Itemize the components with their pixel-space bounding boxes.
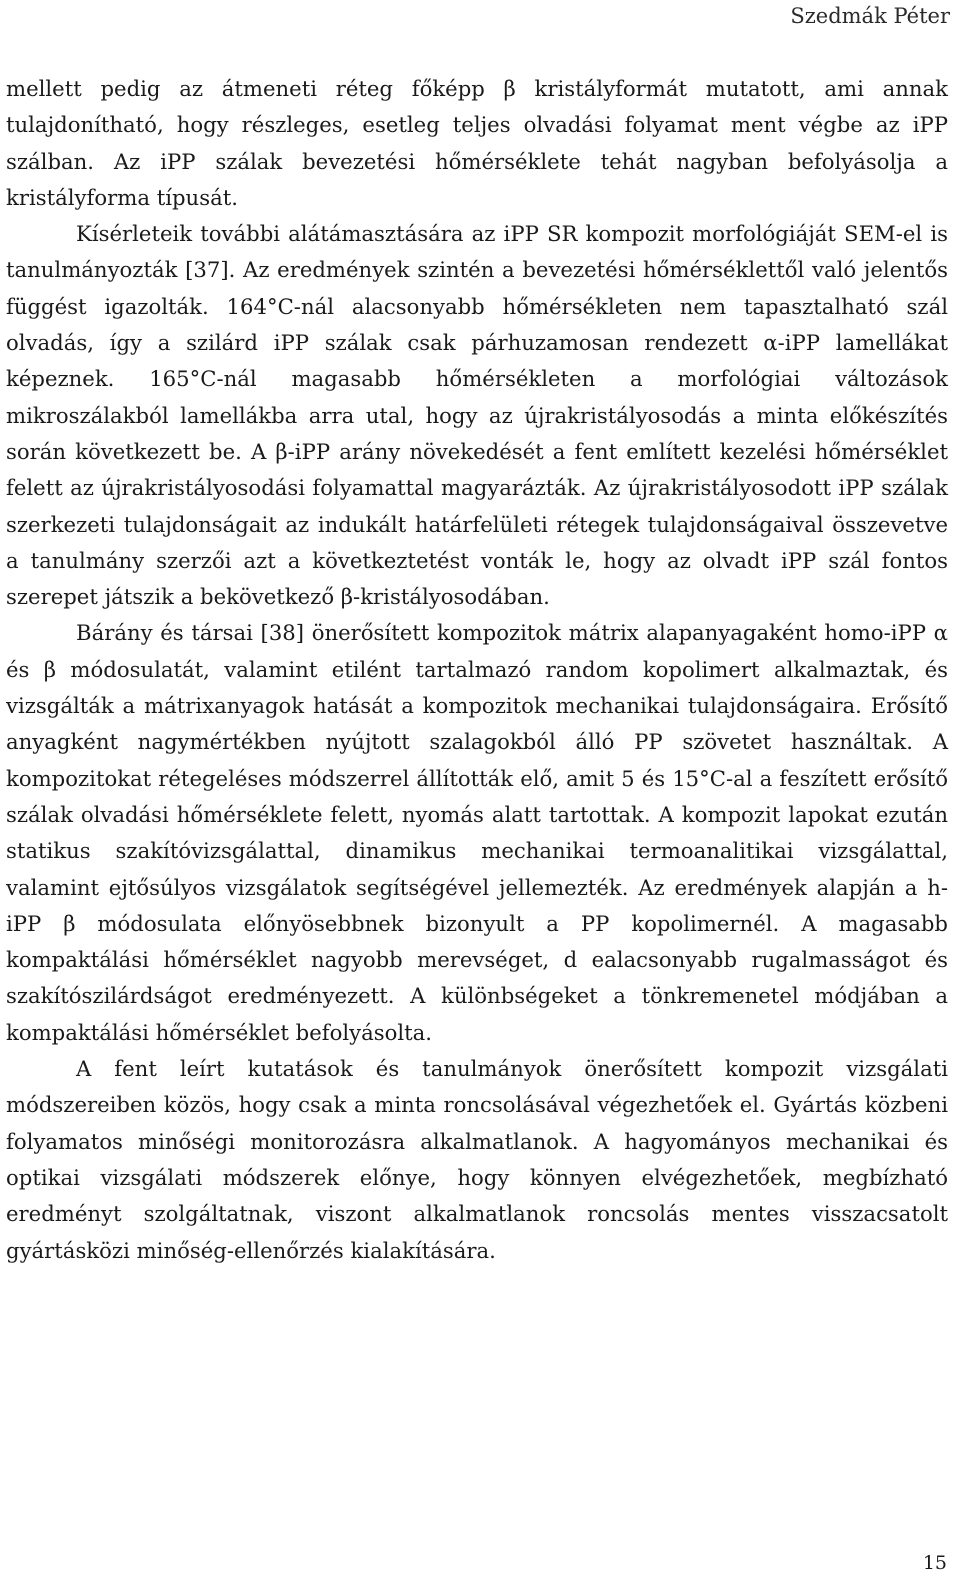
page-number: 15 xyxy=(922,1552,947,1574)
paragraph-1: mellett pedig az átmeneti réteg főképp β kristályformát mutatott, ami annak tulajdonítható, hogy részleges, esetleg teljes olvadási folyamat ment végbe az iPP szálban. Az iPP szálak bevezetési hőmérséklete tehát nagyban befolyásolja a kristályforma típusát. xyxy=(6,76,948,210)
paragraph-4: A fent leírt kutatások és tanulmányok önerősített kompozit vizsgálati módszereiben közös, hogy csak a minta roncsolásával végezhetőek el. Gyártás közbeni folyamatos minőségi monitorozásra alkalmatlanok. A hagyományos mechanikai és optikai vizsgálati módszerek előnye, hogy könnyen elvégezhetőek, megbízható eredményt szolgáltatnak, viszont alkalmatlanok roncsolás mentes visszacsatolt gyártásközi minőség-ellenőrzés kialakítására. xyxy=(6,1056,948,1263)
paragraph-3: Bárány és társai [38] önerősített kompozitok mátrix alapanyagaként homo-iPP α és β módosulatát, valamint etilént tartalmazó random kopolimert alkalmaztak, és vizsgálták a mátrixanyagok hatását a kompozitok mechanikai tulajdonságaira. Erősítő anyagként nagymértékben nyújtott szalagokból álló PP szövetet használtak. A kompozitokat rétegeléses módszerrel állították elő, amit 5 és 15°C-al a feszített erősítő szálak olvadási hőmérséklete felett, nyomás alatt tartottak. A kompozit lapokat ezután statikus szakítóvizsgálattal, dinamikus mechanikai termoanalitikai vizsgálattal, valamint ejtősúlyos vizsgálatok segítségével jellemezték. Az eredmények alapján a h-iPP β módosulata előnyösebbnek bizonyult a PP kopolimernél. A magasabb kompaktálási hőmérséklet nagyobb merevséget, d ealacsonyabb rugalmasságot és szakítószilárdságot eredményezett. A különbségeket a tönkremenetel módjában a kompaktálási hőmérséklet befolyásolta. xyxy=(6,620,948,1045)
running-header-author: Szedmák Péter xyxy=(790,4,950,28)
body-text xyxy=(6,71,948,1269)
paragraph-2: Kísérleteik további alátámasztására az iPP SR kompozit morfológiáját SEM-el is tanulmányozták [37]. Az eredmények szintén a bevezetési hőmérséklettől való jelentős függést igazolták. 164°C-nál alacsonyabb hőmérsékleten nem tapasztalható szál olvadás, így a szilárd iPP szálak csak párhuzamosan rendezett α-iPP lamellákat képeznek. 165°C-nál magasabb hőmérsékleten a morfológiai változások mikroszálakból lamellákba arra utal, hogy az újrakristályosodás a minta előkészítés során következett be. A β-iPP arány növekedését a fent említett kezelési hőmérséklet felett az újrakristályosodási folyamattal magyarázták. Az újrakristályosodott iPP szálak szerkezeti tulajdonságait az indukált határfelületi rétegek tulajdonságaival összevetve a tanulmány szerzői azt a következtetést vonták le, hogy az olvadt iPP szál fontos szerepet játszik a bekövetkező β-kristályosodában. xyxy=(6,221,948,610)
